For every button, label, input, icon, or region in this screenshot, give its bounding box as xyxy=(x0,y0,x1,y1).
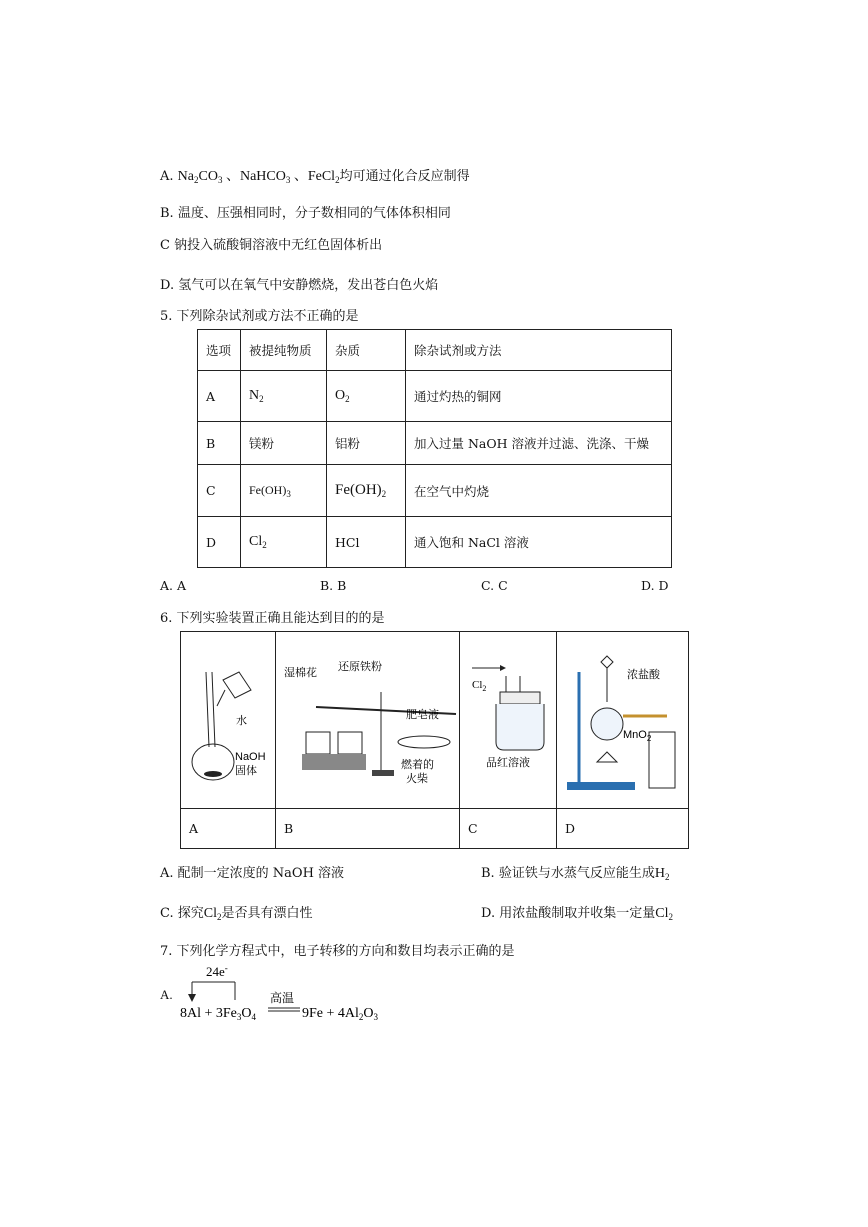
svg-text:9Fe + 4Al2O3: $9Fe + 4Al_2O_3$ xyxy=(302,1006,379,1022)
fig-solid-label: 固体 xyxy=(235,765,257,777)
row-impurity: 铝粉 xyxy=(327,422,406,465)
option-b: B. 温度、压强相同时，分子数相同的气体体积相同 xyxy=(160,206,451,221)
table-header-row xyxy=(198,330,672,371)
row-method: 通过灼热的铜网 xyxy=(406,371,672,422)
row-option: A xyxy=(198,371,241,422)
option-d: D. 氢气可以在氧气中安静燃烧，发出苍白色火焰 xyxy=(160,278,439,293)
fig-naoh-label: NaOH xyxy=(235,751,266,763)
q6-option-a: A. 配制一定浓度的 NaOH 溶液 xyxy=(160,866,345,881)
svg-text:8Al + 3Fe3O4: $8Al + 3Fe_3O_4$ xyxy=(180,1006,257,1022)
row-method: 加入过量 NaOH 溶液并过滤、洗涤、干燥 xyxy=(406,422,672,465)
answer-a: A. A xyxy=(160,578,187,593)
row-substance: $Cl_2$ xyxy=(241,517,327,568)
row-substance: 镁粉 xyxy=(241,422,327,465)
row-option: C xyxy=(198,465,241,517)
fig-conc-hcl-label: 浓盐酸 xyxy=(627,669,660,681)
fig-iron-powder-label: 还原铁粉 xyxy=(338,661,382,673)
condition-label: 高温 xyxy=(270,991,295,1005)
svg-text:Cl2: $Cl_2$ xyxy=(472,679,487,693)
row-option: D xyxy=(198,517,241,568)
row-impurity: $Fe(OH)_2$ xyxy=(327,465,406,517)
fig-pinkred-label: 品红溶液 xyxy=(486,757,530,769)
row-substance: $Fe(OH)_3$ xyxy=(241,465,327,517)
row-method: 通入饱和 NaCl 溶液 xyxy=(406,517,672,568)
apparatus-figure xyxy=(180,631,689,849)
answer-d: D. D xyxy=(641,578,669,593)
row-impurity: $O_2$ xyxy=(327,371,406,422)
label-d: D xyxy=(557,808,689,849)
label-a: A xyxy=(181,808,276,849)
volumetric-flask-icon xyxy=(181,632,276,808)
header-option: 选项 xyxy=(198,330,241,371)
answer-c: C. C xyxy=(481,578,508,593)
fig-splint-label: 火柴 xyxy=(406,773,428,785)
label-c: C xyxy=(460,808,557,849)
row-impurity: HCl xyxy=(327,517,406,568)
iron-steam-apparatus-icon xyxy=(276,632,460,808)
row-option: B xyxy=(198,422,241,465)
option-c: C 钠投入硫酸铜溶液中无红色固体析出 xyxy=(160,238,383,253)
question-6-stem: 6. 下列实验装置正确且能达到目的的是 xyxy=(160,611,385,626)
question-5-stem: 5. 下列除杂试剂或方法不正确的是 xyxy=(160,309,359,324)
answer-b: B. B xyxy=(320,578,347,593)
q6-option-b: B. 验证铁与水蒸气反应能生成$H_2$ xyxy=(481,866,670,882)
row-method: 在空气中灼烧 xyxy=(406,465,672,517)
gas-bottle-icon xyxy=(460,632,557,808)
fig-mno2-label: MnO xyxy=(623,729,647,741)
chlorine-generator-icon xyxy=(557,632,689,808)
apparatus-a xyxy=(181,632,276,808)
header-method: 除杂试剂或方法 xyxy=(406,330,672,371)
table-row xyxy=(198,517,672,568)
option-a: A. $Na_2CO_3$ 、NaHCO$_3$ 、FeCl$_2$均可通过化合反应制得 xyxy=(160,169,470,185)
q6-option-d: D. 用浓盐酸制取并收集一定量$Cl_2$ xyxy=(481,906,673,922)
table-row xyxy=(198,465,672,517)
table-row xyxy=(198,422,672,465)
equation-electron-transfer-icon xyxy=(180,962,400,1032)
q7-option-a-label: A. xyxy=(160,987,173,1002)
fig-water-label: 水 xyxy=(236,715,247,727)
apparatus-b xyxy=(276,632,460,808)
table-row xyxy=(198,371,672,422)
apparatus-d xyxy=(557,632,689,808)
fig-soap-label: 肥皂液 xyxy=(406,709,439,721)
purification-table xyxy=(197,329,672,568)
apparatus-c xyxy=(460,632,557,808)
q6-option-c: C. 探究$Cl_2$是否具有漂白性 xyxy=(160,906,313,922)
question-7-stem: 7. 下列化学方程式中，电子转移的方向和数目均表示正确的是 xyxy=(160,944,515,959)
label-b: B xyxy=(276,808,460,849)
svg-text:MnO2: MnO$_2$ xyxy=(623,729,652,743)
header-impurity: 杂质 xyxy=(327,330,406,371)
electron-count: 24e xyxy=(206,964,225,979)
fig-burning-label: 燃着的 xyxy=(401,759,434,771)
header-substance: 被提纯物质 xyxy=(241,330,327,371)
svg-text:24e-: 24e- xyxy=(206,963,228,979)
row-substance: $N_2$ xyxy=(241,371,327,422)
fig-wet-cotton-label: 湿棉花 xyxy=(284,667,317,679)
